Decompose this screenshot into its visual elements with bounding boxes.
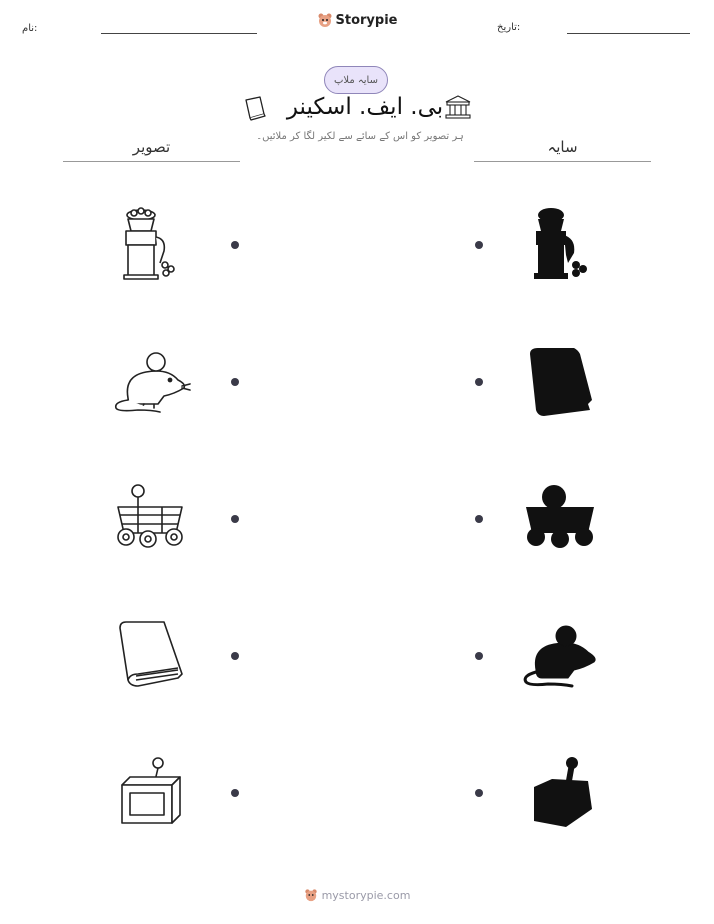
picture-dot[interactable] (231, 652, 239, 660)
book-picture (108, 614, 192, 698)
footer-url[interactable]: mystorypie.com (321, 888, 411, 902)
brand-name: Storypie (335, 12, 398, 28)
coffee-grinder-shadow (518, 203, 602, 287)
shadow-dot[interactable] (475, 241, 483, 249)
instructions: ہر تصویر کو اس کے سائے سے لکیر لگا کر ملائیں۔ (256, 131, 464, 142)
name-label: نام: (22, 23, 38, 34)
lever-box-picture (108, 751, 192, 835)
name-line[interactable] (101, 33, 257, 34)
pictures-heading: تصویر (132, 138, 171, 156)
shadow-dot[interactable] (475, 652, 483, 660)
picture-dot[interactable] (231, 515, 239, 523)
shadow-dot[interactable] (475, 378, 483, 386)
mouse-picture (108, 340, 192, 424)
mouse-shadow (518, 614, 602, 698)
shadows-heading-rule (474, 161, 651, 162)
shadows-heading: سایہ (547, 138, 578, 156)
picture-dot[interactable] (231, 241, 239, 249)
toy-wagon-picture (108, 477, 192, 561)
building-icon (444, 94, 472, 120)
date-line[interactable] (567, 33, 690, 34)
bear-icon (304, 888, 318, 902)
picture-dot[interactable] (231, 789, 239, 797)
date-label: تاریخ: (497, 22, 521, 33)
picture-dot[interactable] (231, 378, 239, 386)
brand (0, 12, 714, 32)
shadow-dot[interactable] (475, 789, 483, 797)
book-shadow (518, 340, 602, 424)
toy-wagon-shadow (518, 477, 602, 561)
pictures-heading-rule (63, 161, 240, 162)
book-icon (242, 94, 270, 122)
coffee-grinder-picture (108, 203, 192, 287)
lever-box-shadow (518, 751, 602, 835)
footer (0, 888, 714, 905)
bear-icon (317, 12, 333, 28)
shadow-dot[interactable] (475, 515, 483, 523)
activity-badge: سایہ ملاپ (324, 66, 388, 94)
page-title: بی. ایف. اسکینر (286, 94, 444, 120)
